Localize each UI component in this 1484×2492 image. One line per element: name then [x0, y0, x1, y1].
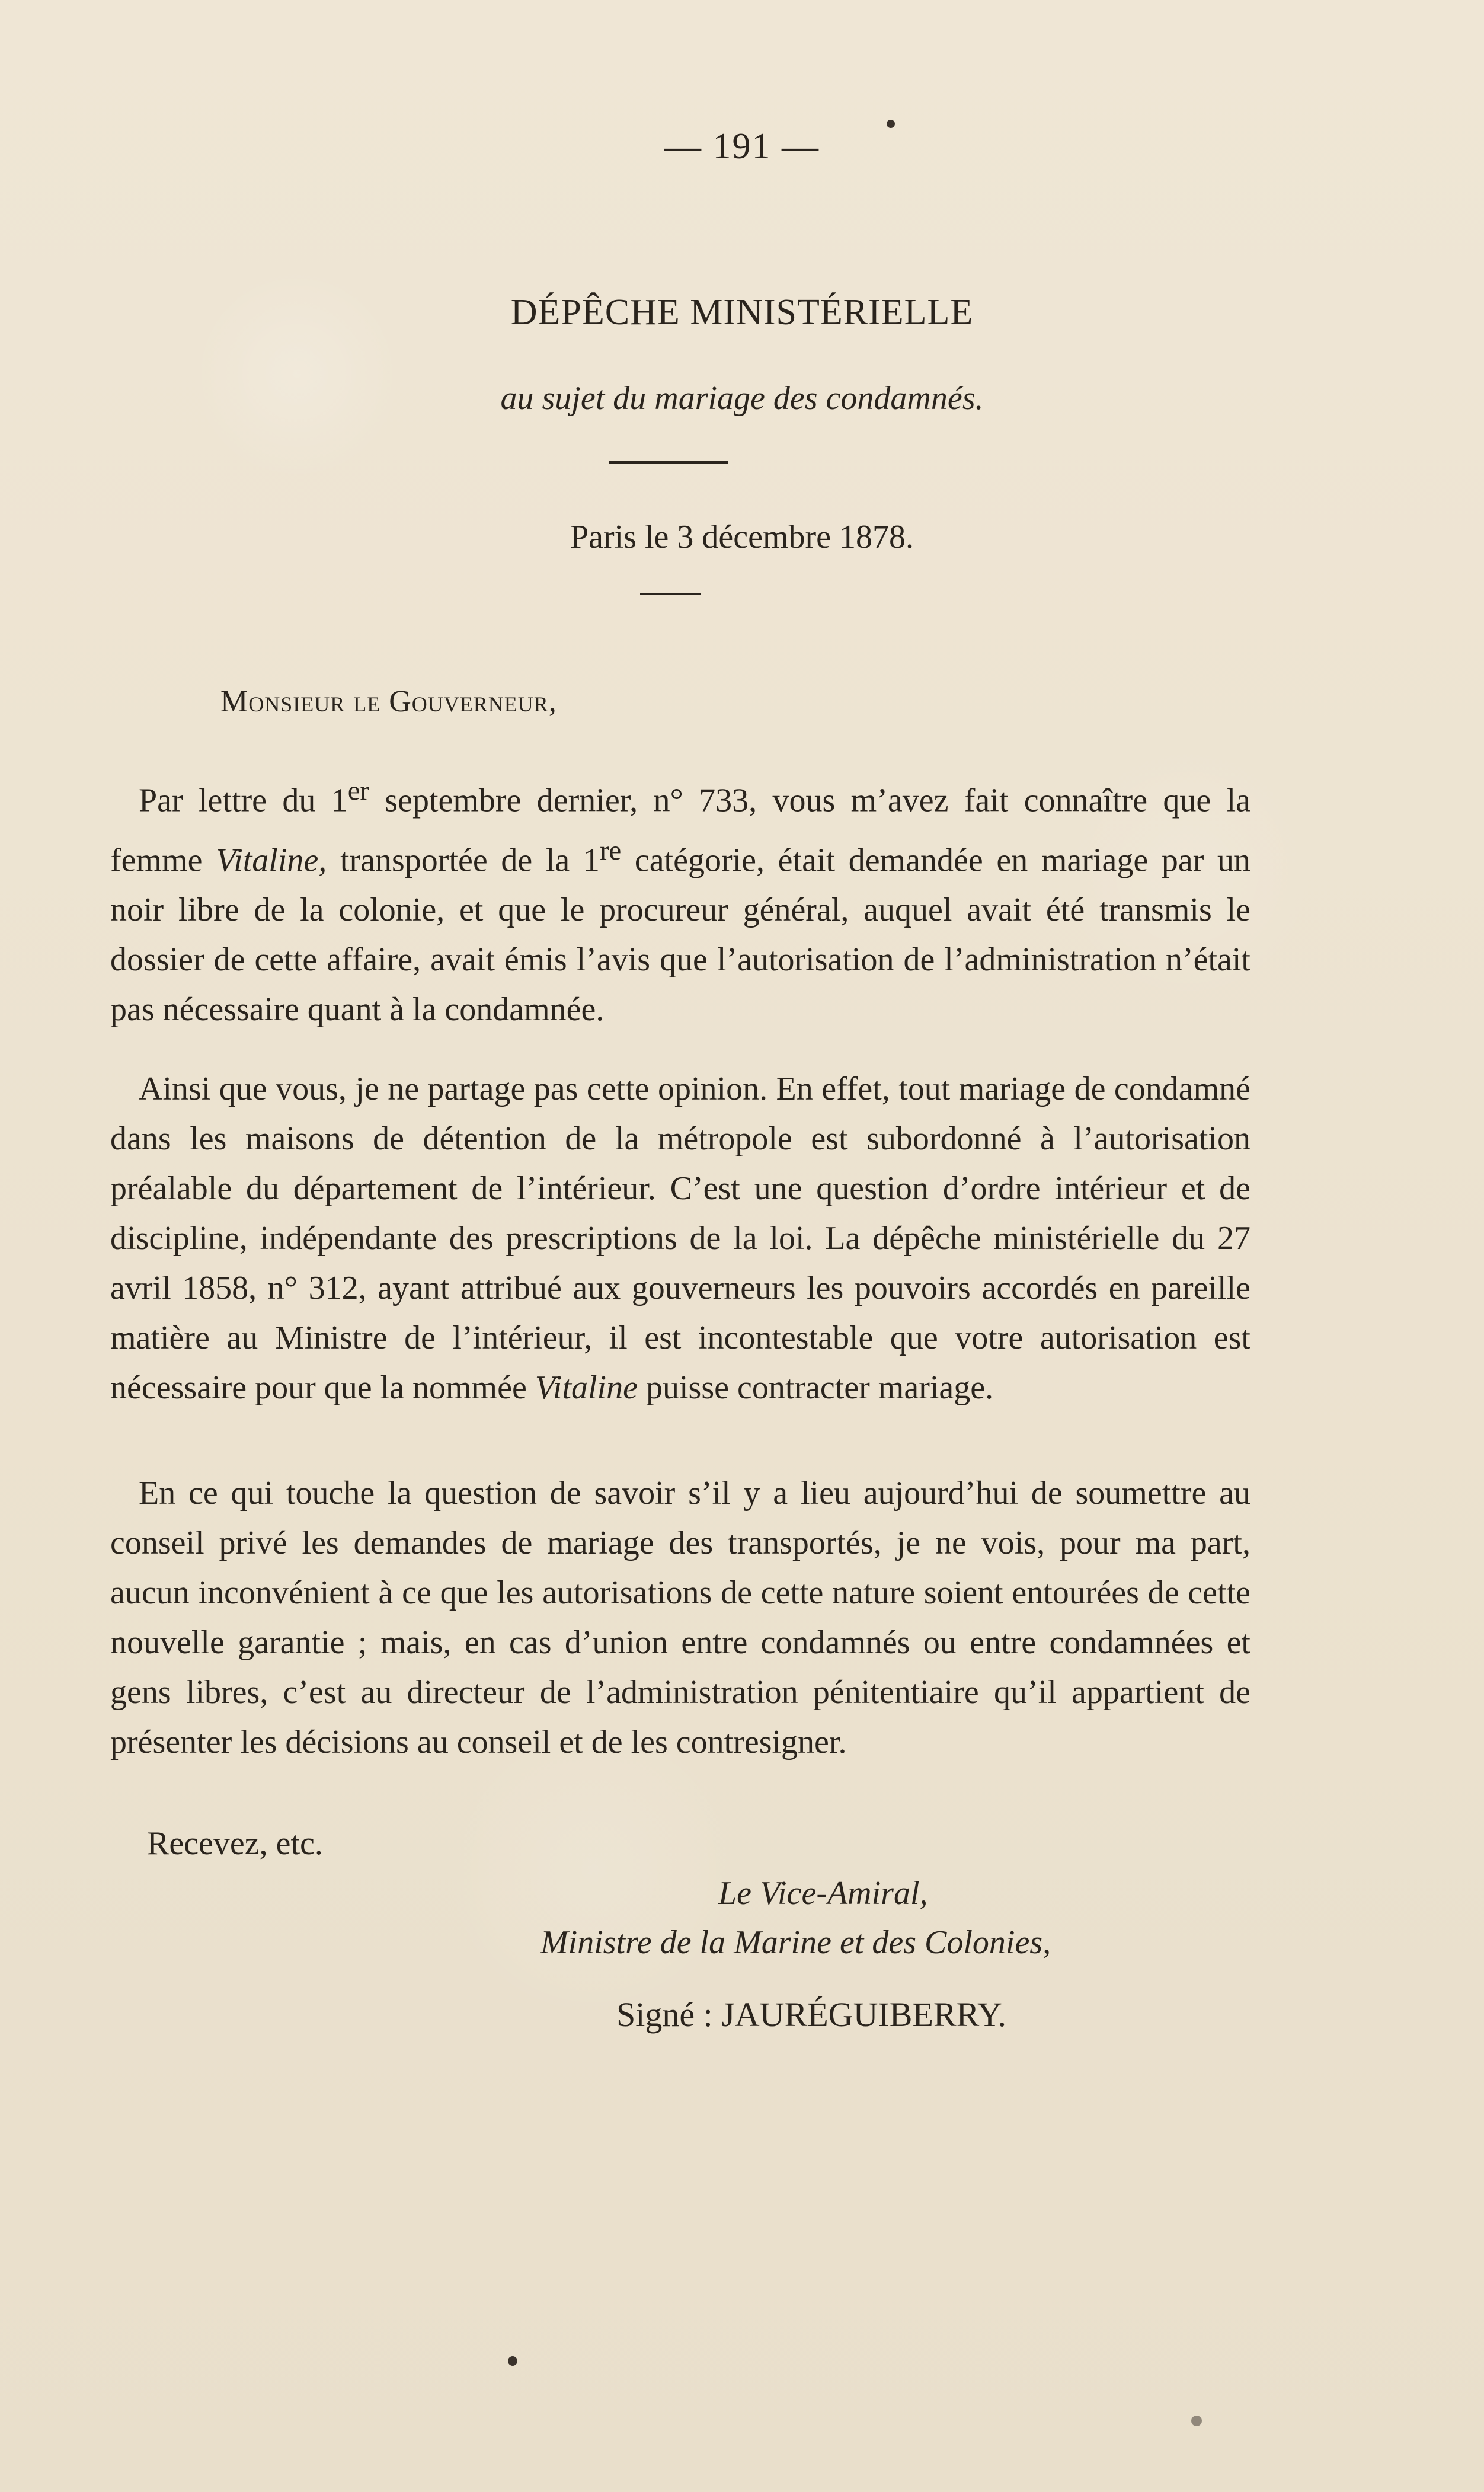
- date-divider: [640, 593, 701, 595]
- closing-line: Recevez, etc.: [147, 1825, 323, 1862]
- paragraph-3-text: En ce qui touche la question de savoir s’il y a lieu aujourd’hui de soumettre au conseil privé les demandes de mariage des transportés, je ne vois, pour ma part, aucun inconvénient à ce que les autorisations de cette nature soient entourées de cette nouvelle garantie ; mais, en cas d’union entre condamnés ou entre condamnées et gens libres, c’est au directeur de l’administration pénitentiaire qu’il appartient de présenter les décisions au conseil et de les contresigner.: [110, 1475, 1250, 1761]
- page-number: — 191 —: [664, 126, 820, 167]
- signature-name: Signé : JAURÉGUIBERRY.: [616, 1995, 1006, 2034]
- letter-date: Paris le 3 décembre 1878.: [570, 519, 914, 555]
- paragraph-3: [110, 1468, 1250, 1767]
- paragraph-2-end: puisse contracter mariage.: [637, 1369, 994, 1406]
- ink-dot-mark: [887, 120, 895, 128]
- page-title: DÉPÊCHE MINISTÉRIELLE: [510, 292, 974, 333]
- ink-dot-mark: [508, 2356, 517, 2366]
- paragraph-1: [110, 766, 1250, 1034]
- signature-role: Ministre de la Marine et des Colonies,: [540, 1924, 1051, 1961]
- paragraph-1-end: catégorie, était demandée en mariage par un noir libre de la colonie, et que le procureur général, auquel avait été transmis le dossier de cette affaire, avait émis l’avis que l’autorisation de l’administration n’était pas nécessaire quant à la condamnée.: [110, 842, 1250, 1028]
- paragraph-1-middle-1: septembre dernier, n° 733, vous m’avez fait connaître que la femme: [110, 782, 1251, 879]
- name-vitaline-1: Vitaline,: [216, 842, 327, 879]
- paragraph-2-start: Ainsi que vous, je ne partage pas cette opinion. En effet, tout mariage de condamné dans les maisons de détention de la métropole est subordonné à l’autorisation préalable du département de l’intérieur. C’est une question d’ordre intérieur et de discipline, indépendante des prescriptions de la loi. La dépêche ministérielle du 27 avril 1858, n° 312, ayant attribué aux gouverneurs les pouvoirs accordés en pareille matière au Ministre de l’intérieur, il est incontestable que votre autorisation est nécessaire pour que la nommée: [110, 1071, 1250, 1406]
- superscript-1: er: [347, 775, 369, 806]
- name-vitaline-2: Vitaline: [535, 1369, 638, 1406]
- subtitle: au sujet du mariage des condamnés.: [500, 380, 984, 417]
- paragraph-1-start: Par lettre du 1: [139, 782, 348, 819]
- ink-dot-mark: [1191, 2416, 1202, 2426]
- superscript-2: re: [599, 835, 622, 866]
- title-divider: [609, 461, 728, 464]
- salutation: Monsieur le Gouverneur,: [220, 685, 557, 718]
- paragraph-2: [110, 1064, 1250, 1413]
- paragraph-1-middle-2: transportée de la 1: [327, 842, 600, 879]
- signature-title: Le Vice-Amiral,: [718, 1875, 928, 1912]
